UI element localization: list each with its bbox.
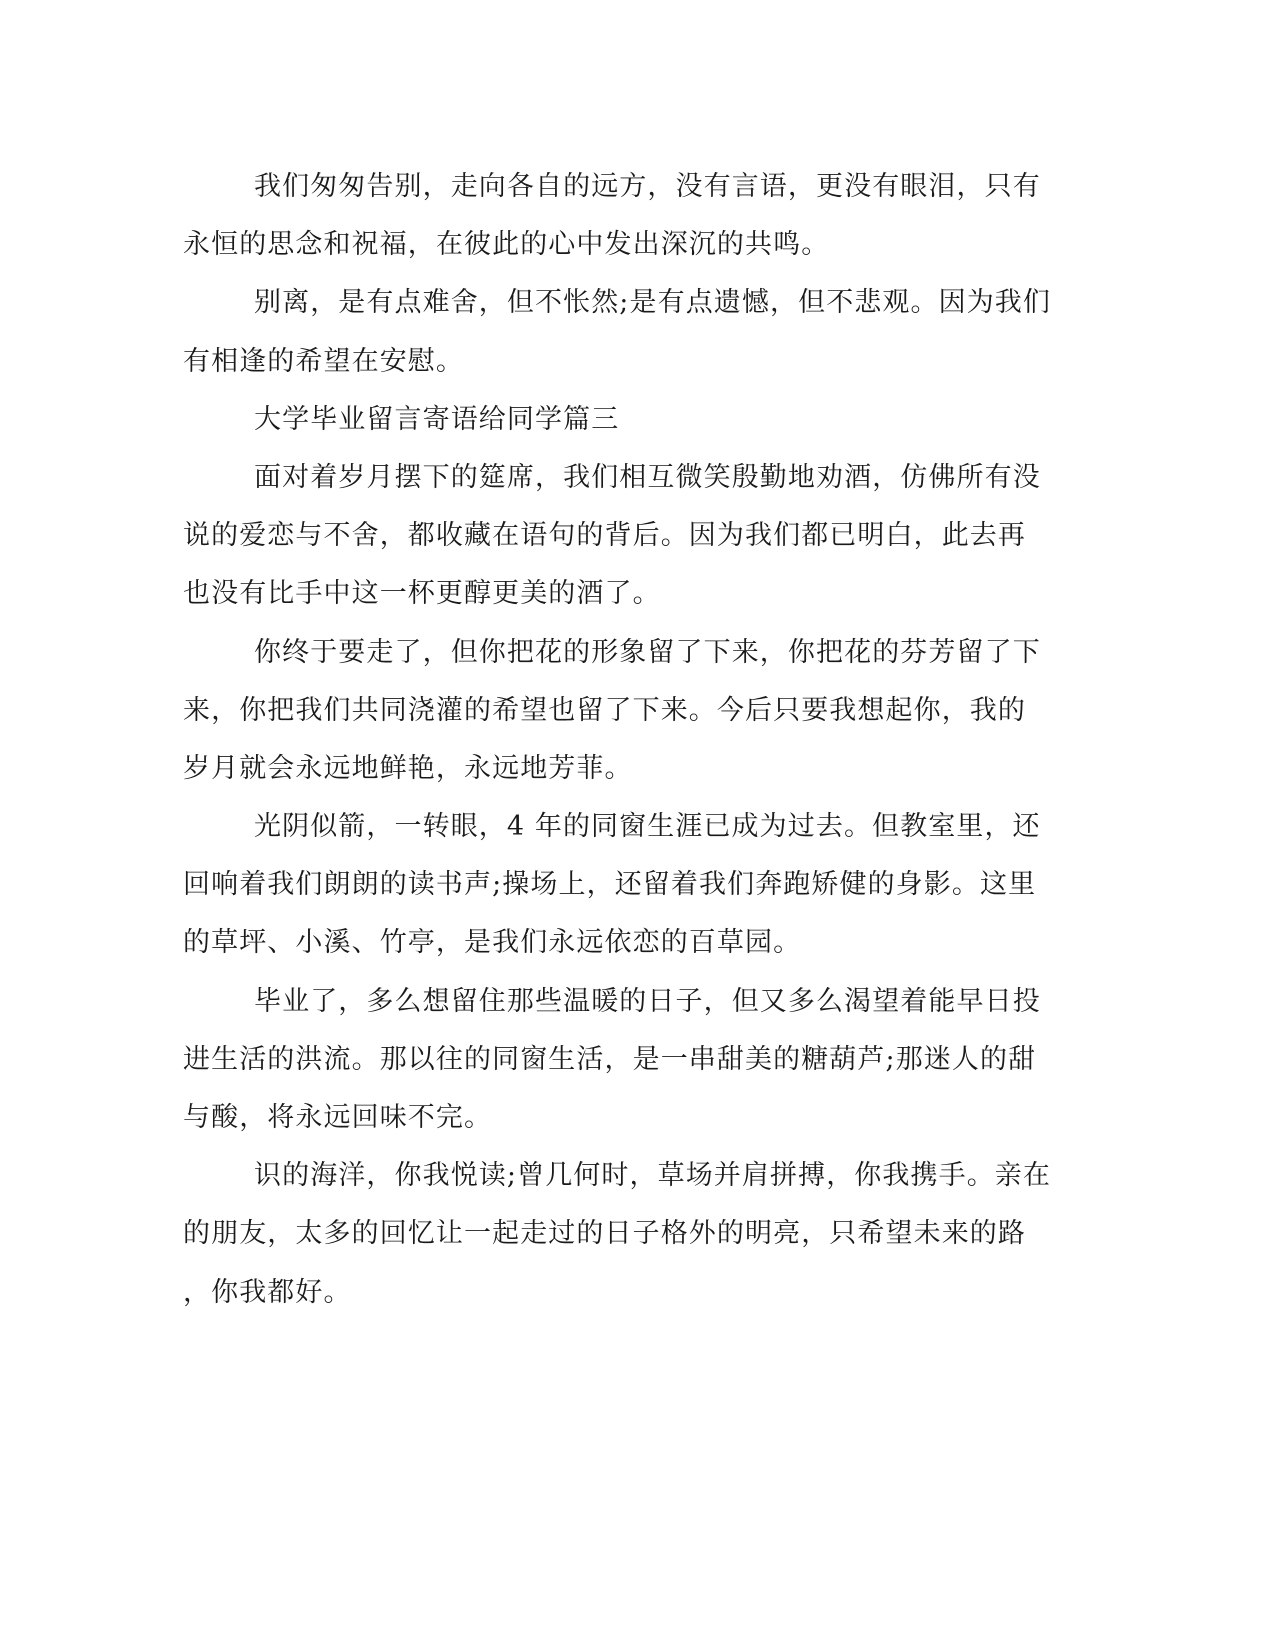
text-line: 也没有比手中这一杯更醇更美的酒了。 [183, 578, 661, 610]
text-line: 别离，是有点难舍，但不怅然;是有点遗憾，但不悲观。因为我们 [254, 287, 1051, 319]
text-line: 与酸，将永远回味不完。 [183, 1102, 493, 1133]
text-line: 有相逢的希望在安慰。 [183, 345, 464, 377]
text-line: 回响着我们朗朗的读书声;操场上，还留着我们奔跑矫健的身影。这里 [183, 869, 1037, 901]
text-line: 说的爱恋与不舍，都收藏在语句的背后。因为我们都已明白，此去再 [183, 520, 1026, 552]
text-line: 岁月就会永远地鲜艳，永远地芳菲。 [183, 752, 633, 784]
text-line: 永恒的思念和祝福，在彼此的心中发出深沉的共鸣。 [183, 229, 830, 261]
document-body [183, 158, 1051, 1322]
text-line: 你终于要走了，但你把花的形象留了下来，你把花的芬芳留了下 [254, 636, 1041, 668]
text-line: 进生活的洪流。那以往的同窗生活，是一串甜美的糖葫芦;那迷人的甜 [183, 1043, 1037, 1075]
text-line: 识的海洋，你我悦读;曾几何时，草场并肩拼搏，你我携手。亲在 [254, 1160, 1051, 1192]
text-line: 毕业了，多么想留住那些温暖的日子，但又多么渴望着能早日投 [254, 985, 1041, 1017]
section-heading: 大学毕业留言寄语给同学篇三 [254, 403, 620, 435]
text-line: ，你我都好。 [183, 1276, 352, 1308]
text-line: 面对着岁月摆下的筵席，我们相互微笑殷勤地劝酒，仿佛所有没 [254, 461, 1041, 493]
text-line: 的朋友，太多的回忆让一起走过的日子格外的明亮，只希望未来的路 [183, 1218, 1026, 1250]
text-line: 光阴似箭，一转眼，4 年的同窗生涯已成为过去。但教室里，还 [254, 811, 1041, 843]
text-line: 我们匆匆告别，走向各自的远方，没有言语，更没有眼泪，只有 [254, 171, 1041, 202]
text-line: 的草坪、小溪、竹亭，是我们永远依恋的百草园。 [183, 927, 802, 959]
text-line: 来，你把我们共同浇灌的希望也留了下来。今后只要我想起你，我的 [183, 694, 1026, 726]
